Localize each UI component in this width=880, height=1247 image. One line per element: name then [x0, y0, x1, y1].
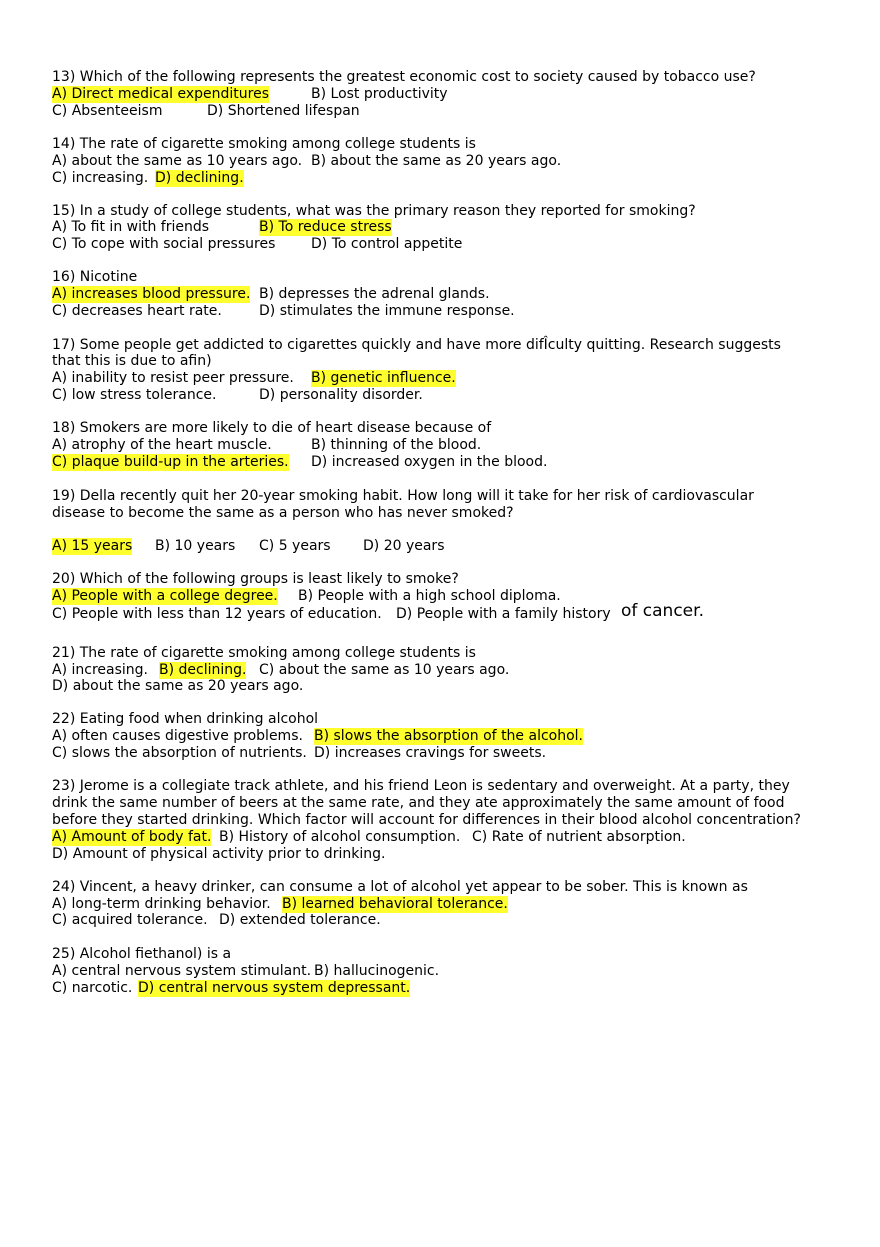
answer-option: A) inability to resist peer pressure. — [52, 370, 294, 386]
answer-option: C) about the same as 10 years ago. — [259, 662, 510, 678]
answer-option: D) increased oxygen in the blood. — [311, 454, 548, 470]
answer-option: B) depresses the adrenal glands. — [259, 286, 490, 302]
question-stem: 19) Della recently quit her 20-year smoking habit. How long will it take for her risk of cardiovascular — [52, 488, 754, 504]
answer-option: B) thinning of the blood. — [311, 437, 482, 453]
answer-option: C) Absenteeism — [52, 103, 163, 119]
question-stem: 18) Smokers are more likely to die of heart disease because of — [52, 420, 492, 436]
answer-option: D) personality disorder. — [259, 387, 423, 403]
answer-option: B) Lost productivity — [311, 86, 448, 102]
correct-answer: C) plaque build-up in the arteries. — [52, 454, 289, 470]
answer-option: C) narcotic. — [52, 980, 133, 996]
correct-answer: A) 15 years — [52, 538, 133, 554]
answer-option: B) History of alcohol consumption. — [219, 829, 461, 845]
question-stem: 20) Which of the following groups is least likely to smoke? — [52, 571, 459, 587]
answer-option: B) 10 years — [155, 538, 236, 554]
answer-option: D) To control appetite — [311, 236, 463, 252]
correct-answer: A) Amount of body fat. — [52, 829, 212, 845]
answer-option: D) about the same as 20 years ago. — [52, 678, 304, 694]
answer-option: C) Rate of nutrient absorption. — [472, 829, 686, 845]
answer-option: D) People with a family history — [396, 606, 611, 622]
answer-option-tail: of cancer. — [621, 601, 704, 621]
answer-option: C) 5 years — [259, 538, 331, 554]
question-stem: 14) The rate of cigarette smoking among college students is — [52, 136, 476, 152]
answer-option: A) long-term drinking behavior. — [52, 896, 271, 912]
question-stem: 17) Some people get addicted to cigarettes quickly and have more difÎculty quitting. Research suggests — [52, 337, 781, 353]
answer-option: C) People with less than 12 years of education. — [52, 606, 382, 622]
answer-option: A) increasing. — [52, 662, 148, 678]
answer-option: B) about the same as 20 years ago. — [311, 153, 562, 169]
answer-option: C) To cope with social pressures — [52, 236, 276, 252]
correct-answer: B) genetic influence. — [311, 370, 456, 386]
question-stem: 16) Nicotine — [52, 269, 138, 285]
correct-answer: B) learned behavioral tolerance. — [282, 896, 508, 912]
answer-option: C) decreases heart rate. — [52, 303, 222, 319]
answer-option: D) extended tolerance. — [219, 912, 381, 928]
answer-option: C) acquired tolerance. — [52, 912, 208, 928]
question-stem: 21) The rate of cigarette smoking among college students is — [52, 645, 476, 661]
correct-answer: B) slows the absorption of the alcohol. — [314, 728, 584, 744]
question-stem: that this is due to afin) — [52, 353, 212, 369]
question-stem: before they started drinking. Which factor will account for differences in their blood alcohol concentration? — [52, 812, 801, 828]
answer-option: C) low stress tolerance. — [52, 387, 217, 403]
question-stem: 25) Alcohol fiethanol) is a — [52, 946, 232, 962]
answer-option: C) slows the absorption of nutrients. — [52, 745, 307, 761]
correct-answer: D) central nervous system depressant. — [138, 980, 411, 996]
answer-option: A) about the same as 10 years ago. — [52, 153, 303, 169]
correct-answer: A) increases blood pressure. — [52, 286, 251, 302]
answer-option: A) atrophy of the heart muscle. — [52, 437, 272, 453]
answer-option: B) People with a high school diploma. — [298, 588, 561, 604]
answer-option: A) To fit in with friends — [52, 219, 210, 235]
correct-answer: D) declining. — [155, 170, 244, 186]
answer-option: D) Shortened lifespan — [207, 103, 360, 119]
answer-option: D) increases cravings for sweets. — [314, 745, 547, 761]
question-stem: 15) In a study of college students, what was the primary reason they reported for smoking? — [52, 203, 696, 219]
question-stem: 23) Jerome is a collegiate track athlete, and his friend Leon is sedentary and overweight. At a party, they — [52, 778, 790, 794]
answer-option: D) 20 years — [363, 538, 445, 554]
question-stem: 24) Vincent, a heavy drinker, can consume a lot of alcohol yet appear to be sober. This is known as — [52, 879, 748, 895]
answer-option: D) stimulates the immune response. — [259, 303, 515, 319]
answer-option: A) often causes digestive problems. — [52, 728, 303, 744]
correct-answer: A) Direct medical expenditures — [52, 86, 270, 102]
question-stem: 13) Which of the following represents the greatest economic cost to society caused by tobacco use? — [52, 69, 756, 85]
correct-answer: B) To reduce stress — [259, 219, 392, 235]
answer-option: A) central nervous system stimulant. — [52, 963, 312, 979]
answer-option: D) Amount of physical activity prior to drinking. — [52, 846, 386, 862]
correct-answer: B) declining. — [159, 662, 247, 678]
question-stem: 22) Eating food when drinking alcohol — [52, 711, 319, 727]
correct-answer: A) People with a college degree. — [52, 588, 278, 604]
answer-option: C) increasing. — [52, 170, 149, 186]
question-stem: disease to become the same as a person who has never smoked? — [52, 505, 514, 521]
question-stem: drink the same number of beers at the same rate, and they ate approximately the same amount of food — [52, 795, 785, 811]
answer-option: B) hallucinogenic. — [314, 963, 440, 979]
